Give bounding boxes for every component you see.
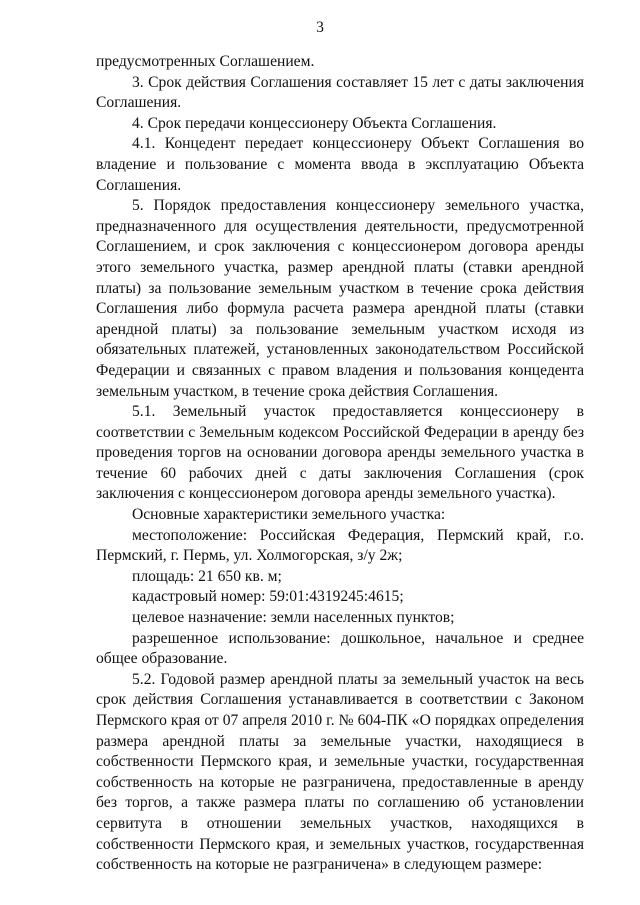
- land-permitted-use: разрешенное использование: дошкольное, начальное и среднее общее образование.: [96, 629, 584, 668]
- paragraph-transfer-term: 4. Срок передачи концессионеру Объекта Соглашения.: [132, 114, 497, 132]
- paragraph-term: 3. Срок действия Соглашения составляет 15 лет с даты заключения Соглашения.: [96, 73, 584, 112]
- land-purpose: целевое назначение: земли населенных пунктов;: [132, 609, 455, 627]
- page-number: 3: [316, 19, 324, 36]
- land-location: местоположение: Российская Федерация, Пермский край, г.о. Пермский, г. Пермь, ул. Холмогорская, з/у 2ж;: [96, 526, 584, 565]
- land-characteristics-heading: Основные характеристики земельного участка:: [132, 506, 446, 524]
- paragraph-5-2: 5.2. Годовой размер арендной платы за земельный участок на весь срок действия Соглашения устанавливается в соответствии с Законом Пермского края от 07 апреля 2010 г. № 604-ПК «О порядках определения размера арендной платы за земельные участки, находящиеся в собственности Пермского края, и земельные участки, государственная собственность на которые не разграничена, предоставленные в аренду без торгов, а также размера платы по соглашению об установлении сервитута в отношении земельных участков, находящихся в собственности Пермского края, и земельных участков, государственная собственность на которые не разграничена» в следующем размере:: [96, 670, 584, 874]
- document-body: [96, 52, 584, 876]
- land-area: площадь: 21 650 кв. м;: [132, 567, 282, 585]
- paragraph-5-1: 5.1. Земельный участок предоставляется концессионеру в соответствии с Земельным кодексом Российской Федерации в аренду без проведения торгов на основании договора аренды земельного участка в течение 60 рабочих дней с даты заключения Соглашения (срок заключения с концессионером договора аренды земельного участка).: [96, 403, 584, 503]
- paragraph-4-1: 4.1. Концедент передает концессионеру Объект Соглашения во владение и пользование с момента ввода в эксплуатацию Объекта Соглашения.: [96, 135, 584, 194]
- paragraph-continuation: предусмотренных Соглашением.: [96, 53, 315, 70]
- paragraph-5: 5. Порядок предоставления концессионеру земельного участка, предназначенного для осуществления деятельности, предусмотренной Соглашением, и срок заключения с концессионером договора аренды этого земельного участка, размер арендной платы (ставки арендной платы) за пользование земельным участком в течение срока действия Соглашения либо формула расчета размера арендной платы (ставки арендной платы) за пользование земельным участком исходя из обязательных платежей, установленных законодательством Российской Федерации и связанных с правом владения и пользования концедента земельным участком, в течение срока действия Соглашения.: [96, 197, 584, 400]
- land-cadastral-number: кадастровый номер: 59:01:4319245:4615;: [132, 588, 404, 606]
